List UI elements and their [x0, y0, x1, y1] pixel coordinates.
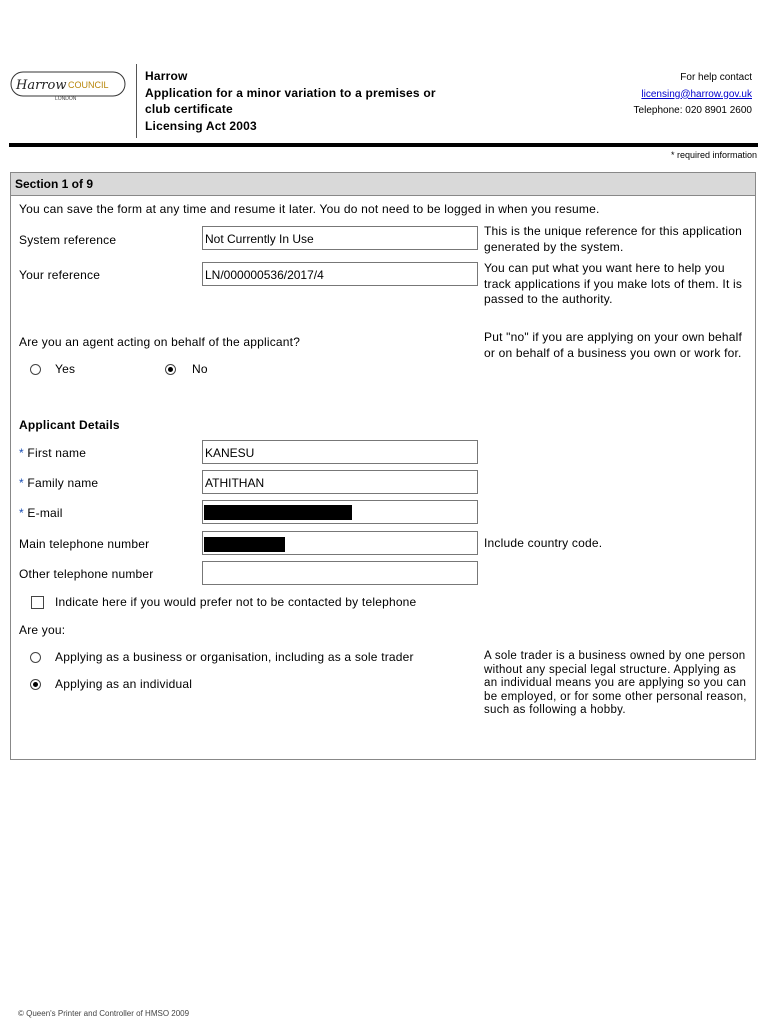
your-reference-field[interactable]: LN/000000536/2017/4 — [202, 262, 478, 286]
family-name-label: * Family name — [19, 476, 99, 490]
section-panel — [10, 172, 756, 760]
copyright-footer: © Queen's Printer and Controller of HMSO 2009 — [18, 1009, 190, 1018]
svg-text:COUNCIL: COUNCIL — [68, 80, 109, 90]
agent-no-radio[interactable] — [165, 364, 176, 375]
required-marker: * — [19, 506, 24, 520]
main-phone-label: Main telephone number — [19, 537, 150, 551]
title-line-1: Application for a minor variation to a premises or — [145, 85, 436, 100]
harrow-council-logo — [10, 70, 128, 102]
first-name-label: * First name — [19, 446, 87, 460]
help-contact — [634, 70, 752, 120]
required-marker: * — [19, 476, 24, 490]
main-phone-field[interactable] — [202, 531, 478, 555]
system-reference-help: This is the unique reference for this application generated by the system. — [484, 224, 742, 254]
are-you-help: A sole trader is a business owned by one person without any special legal structure. Applying as an individual means you are applying so you can be employed, or for some other personal reason, such as following a hobby. — [484, 650, 747, 716]
title-line-2: club certificate — [145, 102, 233, 116]
svg-text:LONDON: LONDON — [55, 96, 77, 102]
email-label: * E-mail — [19, 506, 63, 520]
main-phone-help: Include country code. — [484, 536, 603, 550]
svg-text:Harrow: Harrow — [16, 78, 67, 93]
business-option-label: Applying as a business or organisation, including as a sole trader — [55, 650, 414, 664]
no-contact-label: Indicate here if you would prefer not to be contacted by telephone — [55, 595, 417, 609]
help-label: For help contact — [680, 72, 752, 83]
other-phone-label: Other telephone number — [19, 567, 154, 581]
are-you-label: Are you: — [19, 623, 66, 637]
required-marker: * — [19, 446, 24, 460]
business-radio[interactable] — [30, 652, 41, 663]
redacted-phone — [204, 537, 285, 552]
intro-text: You can save the form at any time and resume it later. You do not need to be logged in when you resume. — [19, 202, 600, 216]
header-divider — [136, 64, 137, 138]
first-name-field[interactable]: KANESU — [202, 440, 478, 464]
system-reference-field[interactable]: Not Currently In Use — [202, 226, 478, 250]
individual-radio[interactable] — [30, 679, 41, 690]
system-reference-label: System reference — [19, 233, 117, 247]
your-reference-label: Your reference — [19, 268, 101, 282]
other-phone-field[interactable] — [202, 561, 478, 585]
required-info-note: * required information — [670, 150, 757, 160]
no-contact-checkbox[interactable] — [31, 596, 44, 609]
form-title — [145, 68, 436, 134]
agent-yes-label: Yes — [55, 362, 76, 376]
agent-yes-radio[interactable] — [30, 364, 41, 375]
header-rule — [9, 143, 758, 147]
section-header — [11, 173, 755, 196]
org-name: Harrow — [145, 69, 188, 83]
redacted-email — [204, 505, 352, 520]
agent-no-label: No — [192, 362, 208, 376]
act-name: Licensing Act 2003 — [145, 118, 257, 133]
family-name-field[interactable]: ATHITHAN — [202, 470, 478, 494]
applicant-details-heading: Applicant Details — [19, 418, 120, 432]
agent-question: Are you an agent acting on behalf of the applicant? — [19, 335, 301, 349]
help-email-link[interactable]: licensing@harrow.gov.uk — [641, 88, 752, 100]
help-phone: Telephone: 020 8901 2600 — [633, 105, 752, 116]
your-reference-help: You can put what you want here to help you track applications if you make lots of them. It is passed to the authority. — [484, 261, 743, 306]
section-title: Section 1 of 9 — [15, 177, 94, 191]
email-field[interactable] — [202, 500, 478, 524]
individual-option-label: Applying as an individual — [55, 677, 193, 691]
agent-help: Put "no" if you are applying on your own behalf or on behalf of a business you own or work for. — [484, 330, 743, 360]
